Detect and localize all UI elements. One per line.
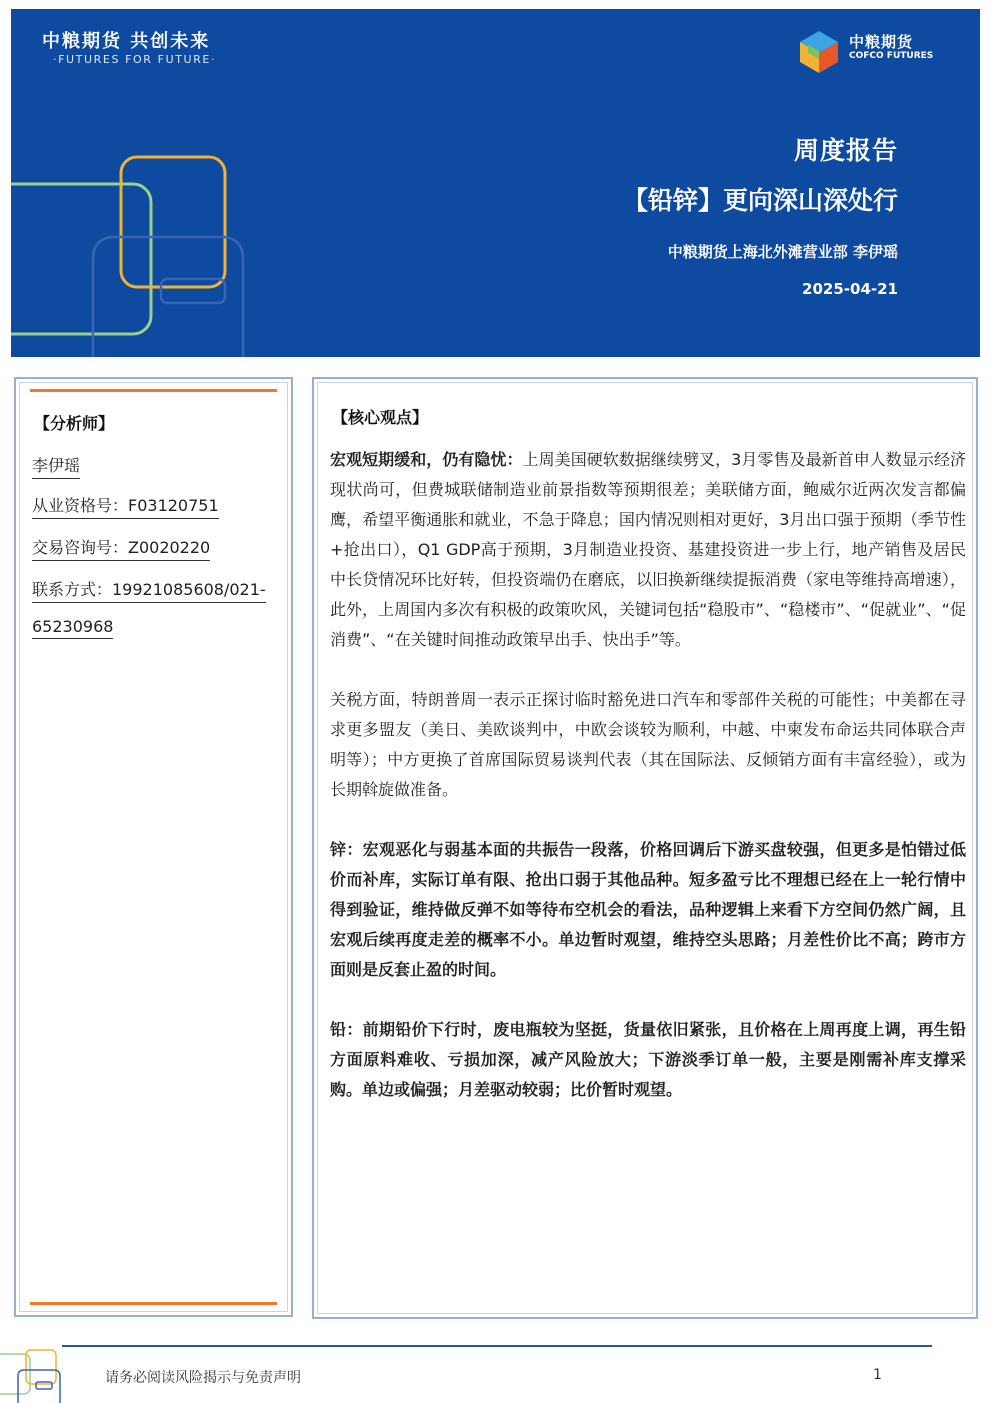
analyst-qualification: 从业资格号：F03120751 [32,493,219,519]
macro-body: 上周美国硬软数据继续劈叉，3月零售及最新首申人数显示经济现状尚可，但费城联储制造业前景指数等预期很差；美联储方面，鲍威尔近两次发言都偏鹰，希望平衡通胀和就业，不急于降息；国内情况则相对更好，3月出口强于预期（季节性+抢出口），Q1 GDP高于预期，3月制造业投资、基建投资进一步上行，地产销售及居民中长贷情况环比好转，但投资端仍在磨底，以旧换新继续提振消费（家电等维持高增速），此外，上周国内多次有积极的政策吹风，关键词包括“稳股市”、“稳楼市”、“促就业”、“促消费”、“在关键时间推动政策早出手、快出手”等。 [330,450,966,649]
decorative-outline-shapes [11,149,271,357]
tariff-paragraph: 关税方面，特朗普周一表示正探讨临时豁免进口汽车和零部件关税的可能性；中美都在寻求更多盟友（美日、美欧谈判中，中欧会谈较为顺利，中越、中柬发布命运共同体联合声明等）；中方更换了首席国际贸易谈判代表（其在国际法、反倾销方面有丰富经验），或为长期斡旋做准备。 [330,690,966,799]
slogan-cn: 中粮期货 共创未来 [42,31,211,52]
footer-divider [62,1345,932,1347]
core-section-label: 【核心观点】 [332,408,429,427]
top-orange-divider [30,389,277,392]
analyst-panel [14,377,293,1317]
footer-decorative-shapes [0,1346,62,1403]
macro-heading: 宏观短期缓和，仍有隐忧： [330,450,523,469]
bottom-orange-divider [30,1302,277,1305]
macro-paragraph [330,445,966,655]
analyst-contact-cont: 65230968 [32,617,113,639]
analyst-contact: 联系方式：19921085608/021- [32,577,266,603]
core-views-panel [312,377,978,1319]
report-title: 【铅锌】更向深山深处行 [622,186,898,215]
zinc-paragraph: 锌：宏观恶化与弱基本面的共振告一段落，价格回调后下游买盘较强，但更多是怕错过低价而补库，实际订单有限、抢出口弱于其他品种。短多盈亏比不理想已经在上一轮行情中得到验证，维持做反弹不如等待布空机会的看法，品种逻辑上来看下方空间仍然广阔，且宏观后续再度走差的概率不小。单边暂时观望，维持空头思路；月差性价比不高；跨市方面则是反套止盈的时间。 [330,840,966,979]
core-views-panel-inner [317,382,973,1314]
slogan-en: ·FUTURES FOR FUTURE· [53,53,217,66]
analyst-consult-number: 交易咨询号：Z0020220 [32,535,210,561]
lead-paragraph: 铅：前期铅价下行时，废电瓶较为坚挺，货量依旧紧张，且价格在上周再度上调，再生铅方面原料难收、亏损加深，减产风险放大；下游淡季订单一般，主要是刚需补库支撑采购。单边或偏强；月差驱动较弱；比价暂时观望。 [330,1020,966,1099]
report-type: 周度报告 [793,136,898,165]
cofco-logo [796,27,946,77]
report-date: 2025-04-21 [802,280,898,298]
header-banner [11,9,980,357]
analyst-section-label: 【分析师】 [34,414,115,433]
page-number: 1 [873,1367,882,1383]
analyst-name: 李伊瑶 [32,453,80,479]
logo-text-cn: 中粮期货 [849,33,914,51]
logo-text-en: COFCO FUTURES [849,51,934,61]
author-branch: 中粮期货上海北外滩营业部 李伊瑶 [667,243,898,261]
footer-disclaimer: 请务必阅读风险揭示与免责声明 [105,1370,301,1386]
analyst-panel-inner [19,382,288,1312]
cofco-logo-icon [796,29,842,75]
